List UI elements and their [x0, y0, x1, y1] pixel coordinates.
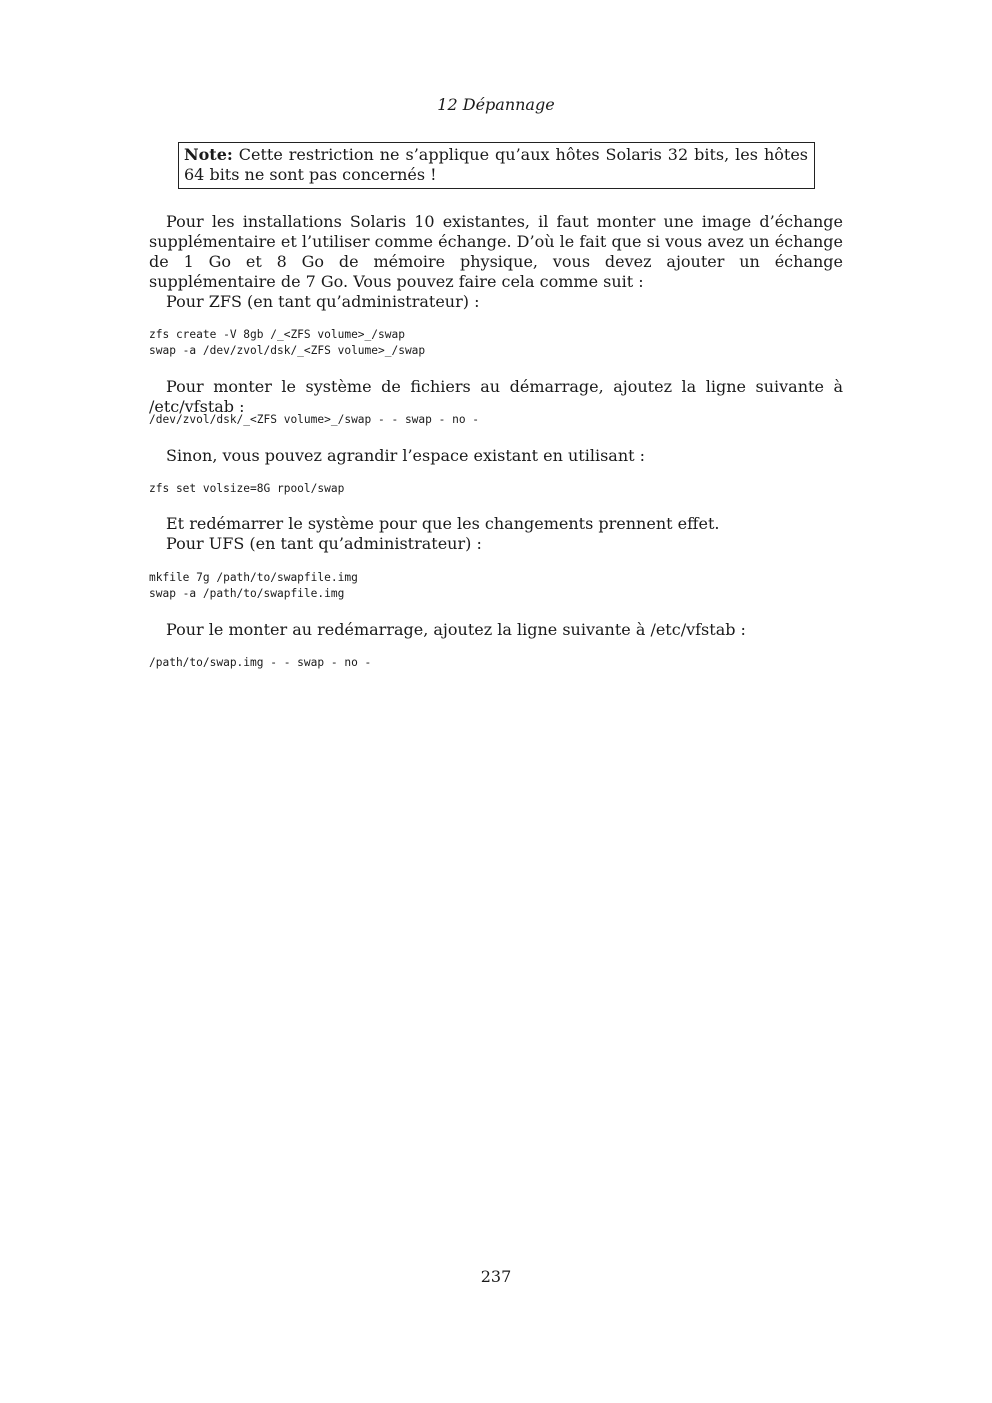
mount-boot-paragraph: Pour monter le système de fichiers au démarrage, ajoutez la ligne suivante à /etc/vfstab : [149, 377, 843, 416]
mount-boot-block [149, 377, 843, 417]
code-volsize: zfs set volsize=8G rpool/swap [149, 482, 345, 495]
ufs-block [149, 514, 843, 554]
code-ufs-mkfile: mkfile 7g /path/to/swapfile.img swap -a /path/to/swapfile.img [149, 571, 358, 600]
zfs-paragraph: Pour ZFS (en tant qu’administrateur) : [166, 292, 480, 311]
note-box [178, 142, 815, 189]
intro-block [149, 212, 843, 312]
reboot-paragraph: Et redémarrer le système pour que les changements prennent effet. [166, 514, 720, 533]
otherwise-block [149, 446, 843, 466]
intro-paragraph: Pour les installations Solaris 10 existantes, il faut monter une image d’échange supplémentaire et l’utiliser comme échange. D’où le fait que si vous avez un échange de 1 Go et 8 Go de mémoire physique, vous devez ajouter un échange supplémentaire de 7 Go. Vous pouvez faire cela comme suit : [149, 212, 843, 291]
code-zfs-create: zfs create -V 8gb /_<ZFS volume>_/swap swap -a /dev/zvol/dsk/_<ZFS volume>_/swap [149, 328, 426, 357]
page-number: 237 [480, 1267, 512, 1286]
mount-reboot-paragraph: Pour le monter au redémarrage, ajoutez la ligne suivante à /etc/vfstab : [166, 620, 746, 639]
note-label: Note: [184, 145, 233, 164]
mount-reboot-block [149, 620, 843, 640]
note-text: Cette restriction ne s’applique qu’aux hôtes Solaris 32 bits, les hôtes 64 bits ne sont pas concernés ! [184, 145, 808, 184]
running-header: 12 Dépannage [437, 95, 555, 114]
otherwise-paragraph: Sinon, vous pouvez agrandir l’espace existant en utilisant : [166, 446, 646, 465]
ufs-paragraph: Pour UFS (en tant qu’administrateur) : [166, 534, 482, 553]
code-vfstab-zfs: /dev/zvol/dsk/_<ZFS volume>_/swap - - swap - no - [149, 413, 480, 426]
code-vfstab-ufs: /path/to/swap.img - - swap - no - [149, 656, 372, 669]
